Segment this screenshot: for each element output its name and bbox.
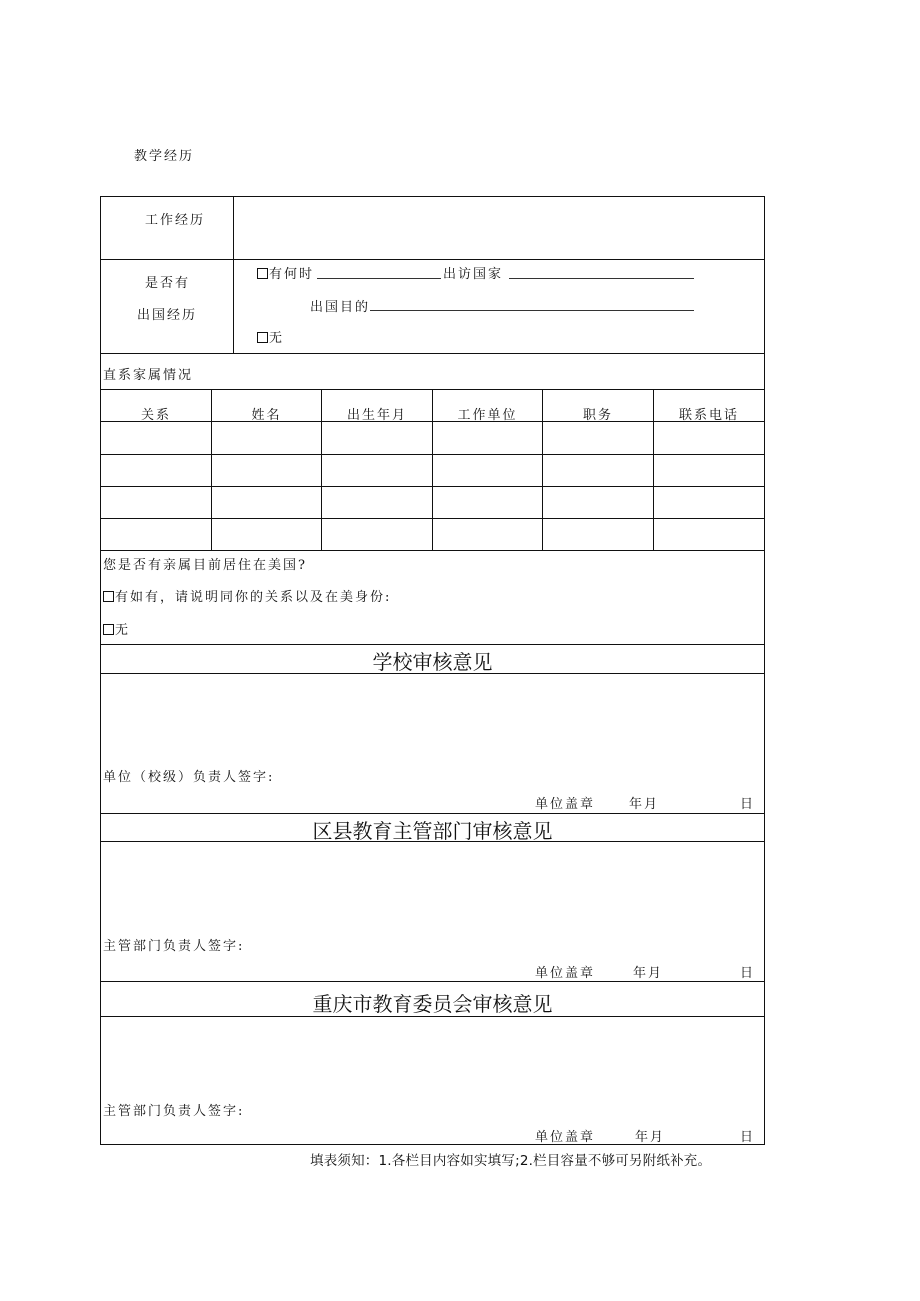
us-relatives-no-label: 无 xyxy=(115,623,131,638)
school-review-date-label: 年月 xyxy=(629,797,660,812)
family-col-birth: 出生年月 xyxy=(346,408,407,423)
abroad-no-checkbox[interactable] xyxy=(257,332,268,343)
family-col-employer: 工作单位 xyxy=(457,408,518,423)
school-review-title: 学校审核意见 xyxy=(372,650,493,674)
rule-city-title-top xyxy=(100,981,765,982)
city-review-opinion-field[interactable] xyxy=(102,1019,763,1097)
abroad-when-field[interactable] xyxy=(317,278,441,279)
us-relatives-yes-option[interactable] xyxy=(103,586,391,605)
district-review-day-label: 日 xyxy=(740,966,756,981)
school-review-opinion-field[interactable] xyxy=(102,676,763,760)
work-history-field[interactable] xyxy=(236,199,761,256)
form-instructions: 填表须知：1.各栏目内容如实填写;2.栏目容量不够可另附纸补充。 xyxy=(310,1153,712,1169)
city-review-day-label: 日 xyxy=(740,1130,756,1145)
abroad-label-line2: 出国经历 xyxy=(137,308,198,323)
rule-school-title-top xyxy=(100,644,765,645)
family-col-position: 职务 xyxy=(582,408,613,423)
abroad-no-option[interactable] xyxy=(257,327,284,346)
rule-top xyxy=(100,196,765,197)
abroad-purpose-label: 出国目的 xyxy=(310,300,371,315)
abroad-label-line1: 是否有 xyxy=(145,276,191,291)
rule-district-title-top xyxy=(100,813,765,814)
abroad-yes-label: 有何时 xyxy=(269,267,315,282)
rule-bottom xyxy=(100,1144,765,1145)
family-col-name: 姓名 xyxy=(251,408,282,423)
abroad-yes-option[interactable] xyxy=(257,263,314,282)
district-review-date-label: 年月 xyxy=(633,966,664,981)
label-column-divider xyxy=(233,196,234,353)
rule-after-abroad xyxy=(100,353,765,354)
us-relatives-question: 您是否有亲属目前居住在美国? xyxy=(103,558,307,573)
city-review-signature-label: 主管部门负责人签字: xyxy=(103,1104,245,1119)
district-review-title: 区县教育主管部门审核意见 xyxy=(312,819,553,843)
family-col-phone: 联系电话 xyxy=(678,408,739,423)
abroad-purpose-field[interactable] xyxy=(370,310,694,311)
district-review-opinion-field[interactable] xyxy=(102,844,763,930)
work-history-label: 工作经历 xyxy=(145,213,206,228)
rule-family-row4 xyxy=(100,550,765,551)
district-review-seal-label: 单位盖章 xyxy=(535,966,596,981)
abroad-country-label: 出访国家 xyxy=(443,267,504,282)
rule-after-work xyxy=(100,259,765,260)
us-relatives-yes-label: 有如有，请说明同你的关系以及在美身份: xyxy=(115,590,392,605)
family-col-relation: 关系 xyxy=(140,408,171,423)
page-heading: 教学经历 xyxy=(134,149,195,164)
family-heading: 直系家属情况 xyxy=(103,368,194,383)
us-relatives-no-option[interactable] xyxy=(103,619,130,638)
school-review-day-label: 日 xyxy=(740,797,756,812)
us-relatives-yes-checkbox[interactable] xyxy=(103,591,114,602)
city-review-date-label: 年月 xyxy=(635,1130,666,1145)
city-review-title: 重庆市教育委员会审核意见 xyxy=(312,992,553,1016)
school-review-signature-label: 单位（校级）负责人签字: xyxy=(103,770,275,785)
table-right-border xyxy=(764,196,765,1145)
us-relatives-no-checkbox[interactable] xyxy=(103,624,114,635)
abroad-no-label: 无 xyxy=(269,331,285,346)
abroad-yes-checkbox[interactable] xyxy=(257,268,268,279)
school-review-seal-label: 单位盖章 xyxy=(535,797,596,812)
city-review-seal-label: 单位盖章 xyxy=(535,1130,596,1145)
district-review-signature-label: 主管部门负责人签字: xyxy=(103,939,245,954)
abroad-country-field[interactable] xyxy=(509,278,694,279)
